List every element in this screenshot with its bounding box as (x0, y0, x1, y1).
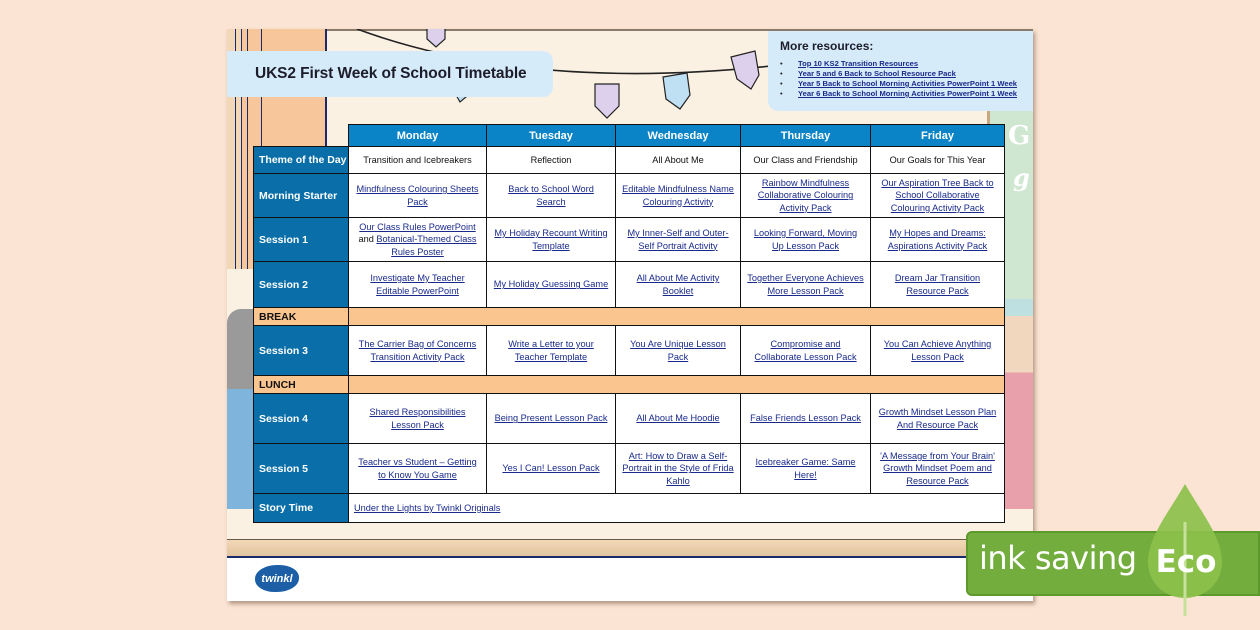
background-child-illustration-right (1003, 299, 1033, 509)
resource-link[interactable]: Editable Mindfulness Name Colouring Activity (622, 184, 734, 207)
resource-link[interactable]: Looking Forward, Moving Up Lesson Pack (753, 228, 858, 251)
resource-link[interactable]: Art: How to Draw a Self-Portrait in the Style of Frida Kahlo (622, 450, 734, 486)
bullet-icon: • (780, 89, 783, 98)
session4-row (254, 394, 1005, 444)
conjunction-text: and (358, 234, 374, 245)
session2-thursday (741, 262, 871, 308)
day-header-friday: Friday (871, 125, 1005, 147)
resource-item (780, 79, 1033, 89)
session4-tuesday (487, 394, 616, 444)
resource-link[interactable]: You Can Achieve Anything Lesson Pack (883, 339, 992, 362)
resource-link[interactable]: You Are Unique Lesson Pack (630, 339, 726, 362)
theme-thursday: Our Class and Friendship (741, 147, 871, 174)
day-header-wednesday: Wednesday (616, 125, 741, 147)
resource-link[interactable]: 'A Message from Your Brain' Growth Mindset Poem and Resource Pack (880, 450, 995, 486)
resource-item (780, 89, 1033, 99)
break-row (254, 308, 1005, 326)
page-footer (227, 556, 1033, 601)
session1-row (254, 218, 1005, 262)
session3-row (254, 326, 1005, 376)
resource-link[interactable]: Growth Mindset Lesson Plan And Resource Pack (878, 407, 997, 430)
resource-link[interactable]: All About Me Hoodie (636, 413, 720, 424)
chalk-letter-upper: G (1008, 121, 1031, 151)
session2-tuesday (487, 262, 616, 308)
day-header-thursday: Thursday (741, 125, 871, 147)
resource-link[interactable]: Compromise and Collaborate Lesson Pack (754, 339, 857, 362)
row-label-break: BREAK (254, 308, 349, 326)
row-label-lunch: LUNCH (254, 376, 349, 394)
lunch-row (254, 376, 1005, 394)
session3-thursday (741, 326, 871, 376)
resource-item (780, 69, 1033, 79)
resource-link[interactable]: Icebreaker Game: Same Here! (755, 457, 856, 480)
lunch-span (349, 376, 1005, 394)
row-label-session2: Session 2 (254, 262, 349, 308)
session4-wednesday (616, 394, 741, 444)
session5-row (254, 444, 1005, 494)
timetable-document (227, 29, 1033, 601)
resource-link[interactable]: Investigate My Teacher Editable PowerPoint (370, 273, 465, 296)
session1-tuesday (487, 218, 616, 262)
eco-badge-label: Eco (1155, 544, 1217, 580)
session3-friday (871, 326, 1005, 376)
background-child-illustration-left (227, 309, 253, 509)
session1-friday (871, 218, 1005, 262)
session3-tuesday (487, 326, 616, 376)
resource-link[interactable]: My Hopes and Dreams: Aspirations Activity Pack (887, 228, 988, 251)
theme-monday: Transition and Icebreakers (349, 147, 487, 174)
day-header-tuesday: Tuesday (487, 125, 616, 147)
resource-link-top10[interactable]: Top 10 KS2 Transition Resources (798, 59, 919, 68)
break-span (349, 308, 1005, 326)
story-time-row (254, 494, 1005, 523)
resource-link[interactable]: The Carrier Bag of Concerns Transition Activity Pack (358, 339, 477, 362)
resource-link[interactable]: Mindfulness Colouring Sheets Pack (356, 184, 479, 207)
row-label-session4: Session 4 (254, 394, 349, 444)
session2-wednesday (616, 262, 741, 308)
resource-link[interactable]: Being Present Lesson Pack (494, 413, 608, 424)
resource-item (780, 59, 1033, 69)
resource-link-year6-powerpoint[interactable]: Year 6 Back to School Morning Activities PowerPoint 1 Week (798, 89, 1018, 98)
resource-link-back-to-school-pack[interactable]: Year 5 and 6 Back to School Resource Pack (798, 69, 956, 78)
story-link[interactable]: Under the Lights by Twinkl Originals (354, 502, 501, 513)
morning-monday (349, 174, 487, 218)
chalk-letter-lower: g (1013, 163, 1030, 192)
more-resources-panel (768, 31, 1033, 111)
resource-link[interactable]: Yes I Can! Lesson Pack (502, 463, 600, 474)
title-banner (227, 51, 553, 97)
session4-thursday (741, 394, 871, 444)
twinkl-logo[interactable]: twinkl (255, 565, 299, 592)
day-header-row (254, 125, 1005, 147)
session1-thursday (741, 218, 871, 262)
morning-thursday (741, 174, 871, 218)
morning-friday (871, 174, 1005, 218)
background-desk (227, 539, 1033, 557)
corner-cell (254, 125, 349, 147)
more-resources-heading: More resources: (780, 39, 874, 53)
session4-friday (871, 394, 1005, 444)
resource-link[interactable]: Rainbow Mindfulness Collaborative Colouring Activity Pack (757, 177, 854, 213)
row-label-theme: Theme of the Day (254, 147, 349, 174)
session5-monday (349, 444, 487, 494)
session3-monday (349, 326, 487, 376)
bullet-icon: • (780, 79, 783, 88)
session5-friday (871, 444, 1005, 494)
morning-tuesday (487, 174, 616, 218)
row-label-story-time: Story Time (254, 494, 349, 523)
timetable-grid (253, 124, 1005, 523)
session2-monday (349, 262, 487, 308)
resource-link-year5-powerpoint[interactable]: Year 5 Back to School Morning Activities PowerPoint 1 Week (798, 79, 1018, 88)
resource-link[interactable]: False Friends Lesson Pack (750, 413, 861, 424)
resource-link[interactable]: Teacher vs Student – Getting to Know You Game (358, 457, 477, 480)
row-label-morning-starter: Morning Starter (254, 174, 349, 218)
morning-wednesday (616, 174, 741, 218)
bullet-icon: • (780, 69, 783, 78)
document-title: UKS2 First Week of School Timetable (255, 65, 527, 82)
session5-tuesday (487, 444, 616, 494)
eco-badge-text: ink saving (979, 539, 1137, 577)
resource-link[interactable]: Back to School Word Search (508, 184, 594, 207)
resource-link-class-rules-powerpoint[interactable]: Our Class Rules PowerPoint (359, 221, 476, 232)
session1-wednesday (616, 218, 741, 262)
day-header-monday: Monday (349, 125, 487, 147)
resources-list (780, 59, 1033, 99)
session3-wednesday (616, 326, 741, 376)
session2-friday (871, 262, 1005, 308)
session1-monday (349, 218, 487, 262)
resource-link[interactable]: Dream Jar Transition Resource Pack (894, 273, 981, 296)
session2-row (254, 262, 1005, 308)
row-label-session5: Session 5 (254, 444, 349, 494)
resource-link[interactable]: My Holiday Guessing Game (493, 279, 609, 290)
row-label-session3: Session 3 (254, 326, 349, 376)
resource-link-class-rules-poster[interactable]: Botanical-Themed Class Rules Poster (376, 234, 477, 257)
bullet-icon: • (780, 59, 783, 68)
resource-link[interactable]: My Inner-Self and Outer-Self Portrait Activity (627, 228, 729, 251)
resource-link[interactable]: All About Me Activity Booklet (636, 273, 720, 296)
session5-wednesday (616, 444, 741, 494)
resource-link[interactable]: Together Everyone Achieves More Lesson Pack (747, 273, 864, 296)
resource-link[interactable]: My Holiday Recount Writing Template (494, 228, 608, 251)
theme-friday: Our Goals for This Year (871, 147, 1005, 174)
resource-link[interactable]: Our Aspiration Tree Back to School Collaborative Colouring Activity Pack (881, 177, 994, 213)
session4-monday (349, 394, 487, 444)
row-label-session1: Session 1 (254, 218, 349, 262)
story-time-cell (349, 494, 1005, 523)
theme-tuesday: Reflection (487, 147, 616, 174)
theme-wednesday: All About Me (616, 147, 741, 174)
morning-starter-row (254, 174, 1005, 218)
session5-thursday (741, 444, 871, 494)
resource-link[interactable]: Write a Letter to your Teacher Template (508, 339, 594, 362)
resource-link[interactable]: Shared Responsibilities Lesson Pack (369, 407, 466, 430)
theme-row (254, 147, 1005, 174)
